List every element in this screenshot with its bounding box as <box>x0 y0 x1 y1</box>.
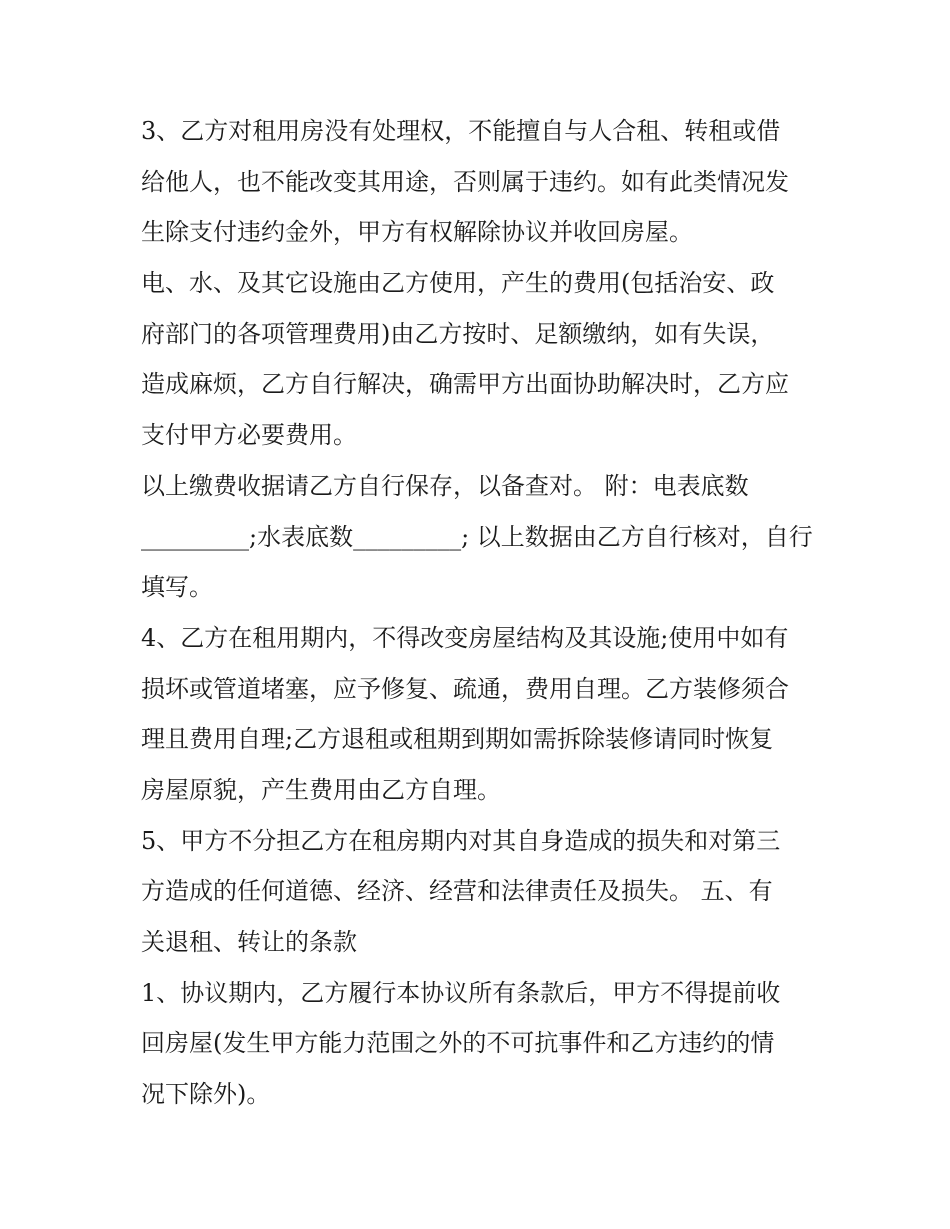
text-line: 5、甲方不分担乙方在租房期内对其自身造成的损失和对第三 <box>141 826 781 855</box>
text-line: 理且费用自理;乙方退租或租期到期如需拆除装修请同时恢复 <box>141 725 774 754</box>
text-line: 关退租、转让的条款 <box>141 928 357 956</box>
text-line: 造成麻烦，乙方自行解决，确需甲方出面协助解决时，乙方应 <box>141 370 789 399</box>
text-line: 以上缴费收据请乙方自行保存，以备查对。 附：电表底数 <box>141 471 749 500</box>
text-line: 3、乙方对租用房没有处理权，不能擅自与人合租、转租或借 <box>141 117 781 145</box>
text-line: 支付甲方必要费用。 <box>141 421 357 450</box>
text-line: 1、协议期内，乙方履行本协议所有条款后，甲方不得提前收 <box>141 978 781 1007</box>
text-line: 生除支付违约金外，甲方有权解除协议并收回房屋。 <box>141 218 693 247</box>
text-line: 况下除外)。 <box>141 1080 271 1109</box>
text-line: 回房屋(发生甲方能力范围之外的不可抗事件和乙方违约的情 <box>141 1029 775 1058</box>
text-line: 房屋原貌，产生费用由乙方自理。 <box>141 775 501 804</box>
text-line: 填写。 <box>141 573 213 602</box>
text-line: 损坏或管道堵塞，应予修复、疏通，费用自理。乙方装修须合 <box>141 674 789 703</box>
text-line: 府部门的各项管理费用)由乙方按时、足额缴纳，如有失误， <box>141 319 775 348</box>
text-line: 电、水、及其它设施由乙方使用，产生的费用(包括治安、政 <box>141 269 775 298</box>
text-line: _________;水表底数_________; 以上数据由乙方自行核对，自行 <box>141 522 813 551</box>
text-line: 方造成的任何道德、经济、经营和法律责任及损失。 五、有 <box>141 877 773 906</box>
text-line: 4、乙方在租用期内，不得改变房屋结构及其设施;使用中如有 <box>141 623 789 652</box>
text-line: 给他人，也不能改变其用途，否则属于违约。如有此类情况发 <box>141 167 789 196</box>
document-body <box>141 106 831 1120</box>
